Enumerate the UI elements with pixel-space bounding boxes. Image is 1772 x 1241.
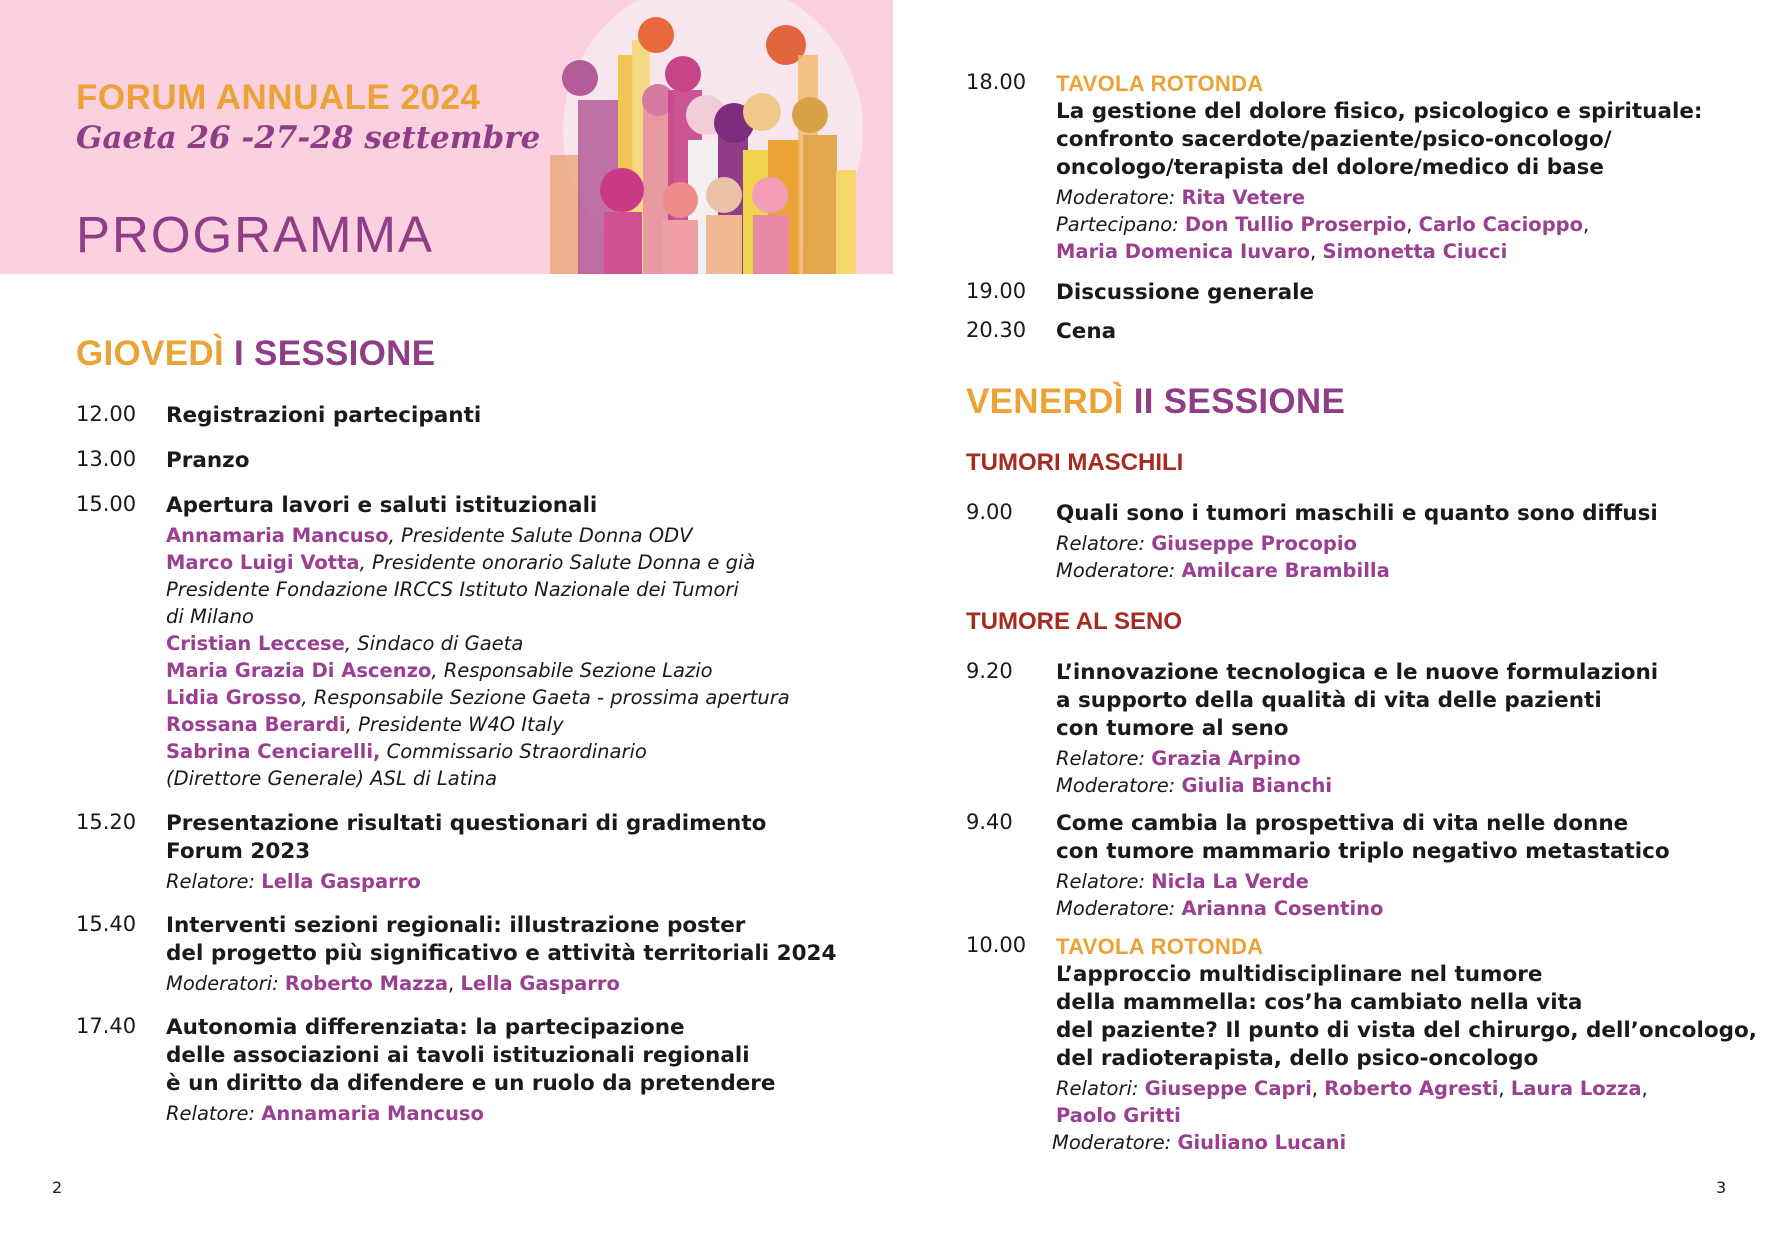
moderatore-label: Moderatore: <box>1056 897 1176 920</box>
page-number-right: 3 <box>1716 1178 1727 1197</box>
topic-heading: TUMORE AL SENO <box>966 608 1183 635</box>
entry-title: è un diritto da difendere e un ruolo da pretendere <box>166 1071 776 1096</box>
relatore-name: Lella Gasparro <box>261 870 421 893</box>
speaker-role: , Sindaco di Gaeta <box>344 632 524 655</box>
entry-time: 13.00 <box>76 447 137 471</box>
speaker-name: Lidia Grosso <box>166 686 302 709</box>
session-name: II SESSIONE <box>1133 382 1346 421</box>
topic-heading: TUMORI MASCHILI <box>966 449 1184 476</box>
separator: , <box>1310 240 1317 263</box>
tavola-rotonda-tag: TAVOLA ROTONDA <box>1056 71 1264 96</box>
relatori-label: Relatori: <box>1056 1077 1139 1100</box>
partecipano-label: Partecipano: <box>1056 213 1179 236</box>
entry-time: 12.00 <box>76 402 137 426</box>
relatore-label: Relatore: <box>166 1102 256 1125</box>
relatore-name: Paolo Gritti <box>1056 1104 1181 1127</box>
speaker-name: Cristian Leccese <box>166 632 345 655</box>
participant-name: Don Tullio Proserpio <box>1184 213 1407 236</box>
speaker-name: Maria Grazia Di Ascenzo <box>166 659 432 682</box>
relatore-name: Grazia Arpino <box>1151 747 1301 770</box>
separator: , <box>1583 213 1590 236</box>
speaker-role: , Presidente W4O Italy <box>345 713 564 736</box>
speaker-role: , Responsabile Sezione Gaeta - prossima apertura <box>301 686 790 709</box>
relatore-label: Relatore: <box>1056 870 1146 893</box>
entry-title: L’approccio multidisciplinare nel tumore <box>1056 962 1543 987</box>
entry-title: della mammella: cos’ha cambiato nella vita <box>1056 990 1583 1015</box>
speaker-role: , Presidente Salute Donna ODV <box>388 524 693 547</box>
session-day: GIOVEDÌ <box>76 334 224 373</box>
header-banner <box>0 0 893 274</box>
speaker-name: Sabrina Cenciarelli, <box>166 740 381 763</box>
entry-title: Apertura lavori e saluti istituzionali <box>166 493 598 518</box>
people-illustration <box>548 0 893 274</box>
relatore-name: Nicla La Verde <box>1151 870 1309 893</box>
entry-title: Cena <box>1056 319 1117 344</box>
entry-time: 18.00 <box>966 70 1027 94</box>
entry-title: Forum 2023 <box>166 839 311 864</box>
speaker-role: di Milano <box>166 605 254 628</box>
page-number-left: 2 <box>52 1178 63 1197</box>
entry-title: Pranzo <box>166 448 250 473</box>
entry-title: Autonomia differenziata: la partecipazione <box>166 1015 685 1040</box>
entry-title: del progetto più significativo e attività territoriali 2024 <box>166 941 837 966</box>
moderatore-name: Lella Gasparro <box>460 972 620 995</box>
speaker-role: , Presidente onorario Salute Donna e già <box>359 551 756 574</box>
programma-heading: PROGRAMMA <box>76 206 435 263</box>
entry-time: 17.40 <box>76 1014 137 1038</box>
speaker-name: Annamaria Mancuso <box>166 524 389 547</box>
separator: , <box>1311 1077 1318 1100</box>
entry-title: delle associazioni ai tavoli istituzionali regionali <box>166 1043 750 1068</box>
moderatore-name: Giulia Bianchi <box>1181 774 1333 797</box>
entry-time: 15.20 <box>76 810 137 834</box>
relatore-name: Giuseppe Capri <box>1144 1077 1312 1100</box>
moderatore-label: Moderatore: <box>1052 1131 1172 1154</box>
moderatore-name: Arianna Cosentino <box>1181 897 1384 920</box>
entry-title: a supporto della qualità di vita delle pazienti <box>1056 688 1602 713</box>
entry-title: Registrazioni partecipanti <box>166 403 482 428</box>
relatore-label: Relatore: <box>166 870 256 893</box>
separator: , <box>1641 1077 1648 1100</box>
relatore-name: Laura Lozza <box>1510 1077 1642 1100</box>
participant-name: Maria Domenica Iuvaro <box>1056 240 1311 263</box>
entry-title: del paziente? Il punto di vista del chirurgo, dell’oncologo, <box>1056 1018 1757 1043</box>
speaker-name: Marco Luigi Votta <box>166 551 360 574</box>
moderatore-label: Moderatore: <box>1056 559 1176 582</box>
session-heading-friday <box>966 382 1345 422</box>
entry-time: 15.00 <box>76 492 137 516</box>
relatore-label: Relatore: <box>1056 747 1146 770</box>
session-heading-thursday <box>76 334 435 374</box>
forum-date: Gaeta 26 -27-28 settembre <box>76 120 541 156</box>
moderatore-name: Roberto Mazza <box>284 972 449 995</box>
entry-time: 10.00 <box>966 933 1027 957</box>
separator: , <box>1498 1077 1505 1100</box>
relatore-label: Relatore: <box>1056 532 1146 555</box>
separator: , <box>1406 213 1413 236</box>
entry-title: con tumore al seno <box>1056 716 1289 741</box>
entry-time: 15.40 <box>76 912 137 936</box>
speaker-role: Commissario Straordinario <box>380 740 647 763</box>
entry-title: oncologo/terapista del dolore/medico di base <box>1056 155 1604 180</box>
entry-title: La gestione del dolore fisico, psicologico e spirituale: <box>1056 99 1703 124</box>
entry-time: 9.20 <box>966 659 1013 683</box>
entry-title: Presentazione risultati questionari di gradimento <box>166 811 767 836</box>
forum-title: FORUM ANNUALE 2024 <box>76 78 481 117</box>
entry-title: del radioterapista, dello psico-oncologo <box>1056 1046 1539 1071</box>
entry-title: Come cambia la prospettiva di vita nelle donne <box>1056 811 1629 836</box>
entry-time: 19.00 <box>966 279 1027 303</box>
entry-time: 9.40 <box>966 810 1013 834</box>
moderatori-label: Moderatori: <box>166 972 279 995</box>
entry-time: 20.30 <box>966 318 1027 342</box>
entry-title: con tumore mammario triplo negativo metastatico <box>1056 839 1670 864</box>
entry-title: Quali sono i tumori maschili e quanto sono diffusi <box>1056 501 1658 526</box>
session-day: VENERDÌ <box>966 382 1124 421</box>
relatore-name: Giuseppe Procopio <box>1151 532 1357 555</box>
separator: , <box>448 972 455 995</box>
speaker-role: (Direttore Generale) ASL di Latina <box>166 767 498 790</box>
moderatore-label: Moderatore: <box>1056 186 1176 209</box>
speaker-role: Presidente Fondazione IRCCS Istituto Nazionale dei Tumori <box>166 578 739 601</box>
entry-title: Discussione generale <box>1056 280 1315 305</box>
entry-title: Interventi sezioni regionali: illustrazione poster <box>166 913 746 938</box>
entry-title: confronto sacerdote/paziente/psico-oncologo/ <box>1056 127 1612 152</box>
speaker-role: , Responsabile Sezione Lazio <box>431 659 713 682</box>
participant-name: Simonetta Ciucci <box>1322 240 1508 263</box>
entry-time: 9.00 <box>966 500 1013 524</box>
moderatore-name: Giuliano Lucani <box>1177 1131 1347 1154</box>
participant-name: Carlo Cacioppo <box>1418 213 1584 236</box>
moderatore-name: Rita Vetere <box>1181 186 1306 209</box>
session-name: I SESSIONE <box>234 334 436 373</box>
entry-title: L’innovazione tecnologica e le nuove formulazioni <box>1056 660 1659 685</box>
moderatore-name: Amilcare Brambilla <box>1181 559 1390 582</box>
relatore-name: Roberto Agresti <box>1324 1077 1499 1100</box>
speaker-name: Rossana Berardi <box>166 713 346 736</box>
moderatore-label: Moderatore: <box>1056 774 1176 797</box>
tavola-rotonda-tag: TAVOLA ROTONDA <box>1056 934 1264 959</box>
relatore-name: Annamaria Mancuso <box>261 1102 484 1125</box>
